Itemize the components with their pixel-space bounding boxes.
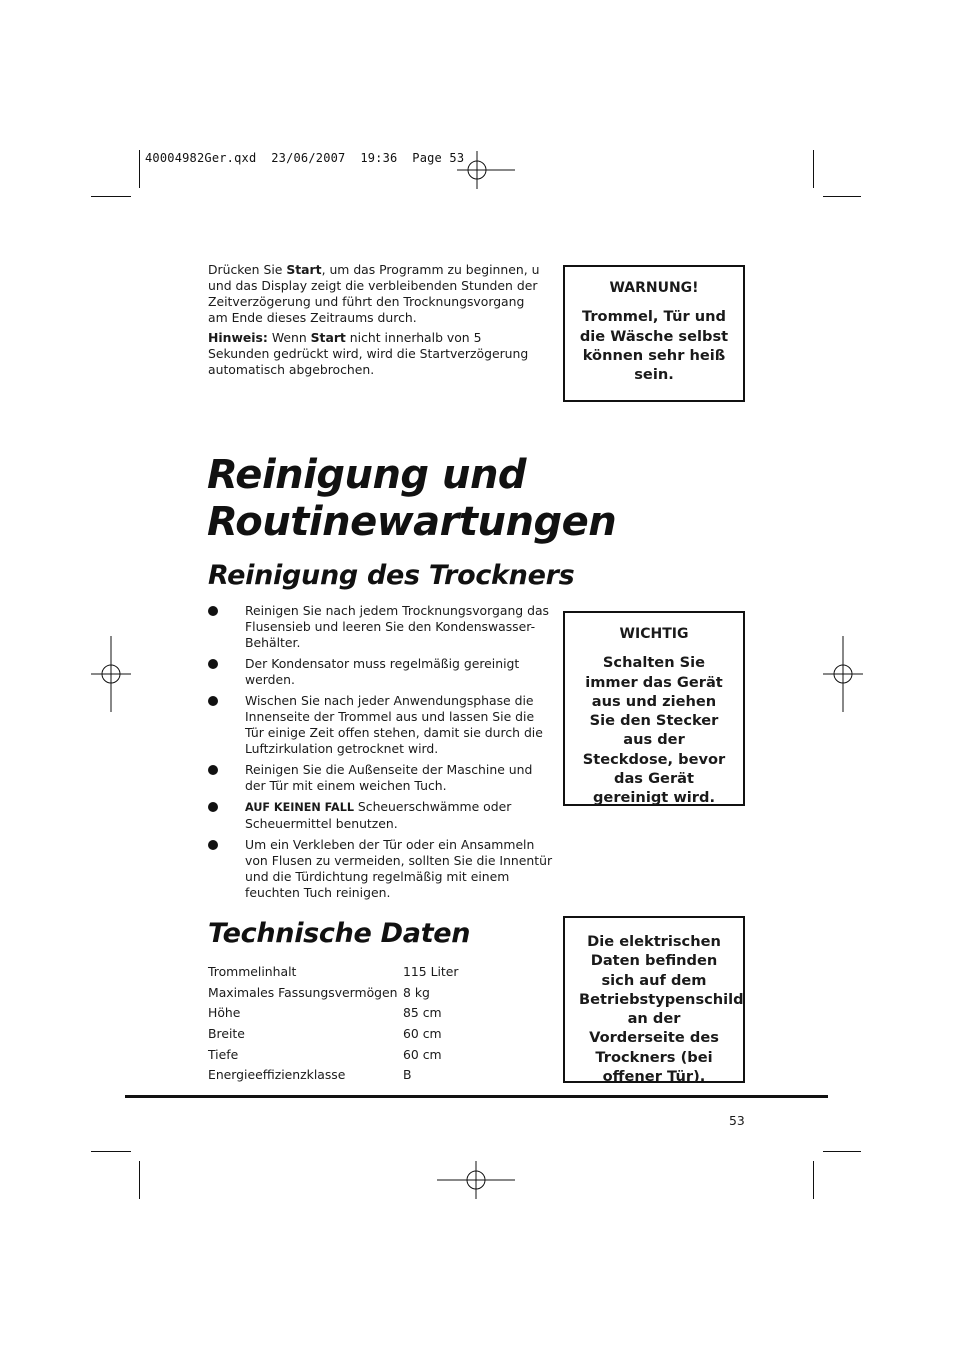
bullet-dot-icon <box>208 802 218 812</box>
bullet-item <box>208 656 553 688</box>
section-title-cleaning: Reinigung des Trockners <box>208 560 575 591</box>
specs-table <box>208 961 459 1085</box>
spec-label: Energieeffizienzklasse <box>208 1067 346 1083</box>
print-slug-line: 40004982Ger.qxd 23/06/2007 19:36 Page 53 <box>145 151 465 165</box>
bullet-item <box>208 762 553 794</box>
important-box <box>563 611 745 806</box>
warning-box <box>563 265 745 402</box>
electrical-info-box <box>563 916 745 1086</box>
bullet-dot-icon <box>208 696 218 706</box>
text-run: Der Kondensator muss regelmäßig gereinigt werden. <box>245 656 520 687</box>
bold-text: AUF KEINEN FALL <box>245 801 354 814</box>
bullet-dot-icon <box>208 606 218 616</box>
spec-label: Maximales Fassungsvermögen <box>208 984 398 1000</box>
cleaning-bullet-list <box>208 603 553 906</box>
text-run: Wischen Sie nach jeder Anwendungsphase die Innenseite der Trommel aus und lassen Sie die Tür einige Zeit offen stehen, damit sie durch die Luftzirkulation getrocknet wird. <box>245 693 543 756</box>
bold-text: Start <box>286 262 322 277</box>
section-title-specs: Technische Daten <box>208 918 471 949</box>
text-run: Drücken Sie <box>208 262 287 277</box>
text-run: Reinigen Sie die Außenseite der Maschine und der Tür mit einem weichen Tuch. <box>245 762 533 793</box>
intro-paragraph <box>208 262 546 326</box>
text-run: nicht innerhalb von 5 Sekunden gedrückt wird, wird die Startverzögerung automatisch abgebrochen. <box>208 330 529 377</box>
spec-row <box>208 1044 459 1065</box>
page-number: 53 <box>729 1113 745 1128</box>
page-title-line2: Routinewartungen <box>207 499 617 545</box>
spec-label: Trommelinhalt <box>208 963 297 979</box>
note-paragraph <box>208 330 546 378</box>
registration-mark-icon <box>437 1161 515 1199</box>
text-run: Scheuerschwämme oder Scheuermittel benutzen. <box>245 799 512 831</box>
bullet-dot-icon <box>208 840 218 850</box>
bullet-item <box>208 799 553 832</box>
spec-row <box>208 982 459 1003</box>
spec-label: Tiefe <box>208 1046 239 1062</box>
bold-text: Hinweis: <box>208 330 268 345</box>
spec-label: Höhe <box>208 1005 241 1021</box>
spec-row <box>208 1002 459 1023</box>
registration-mark-icon <box>823 636 863 712</box>
spec-row <box>208 1023 459 1044</box>
important-heading: WICHTIG <box>619 626 689 642</box>
bullet-dot-icon <box>208 765 218 775</box>
registration-mark-icon <box>457 151 515 189</box>
spec-value: 115 Liter <box>403 963 459 979</box>
important-text: Schalten Sie immer das Gerät aus und ziehen Sie den Stecker aus der Steckdose, bevor das Gerät gereinigt wird. <box>582 654 726 807</box>
spec-value: 85 cm <box>403 1005 442 1021</box>
bullet-item <box>208 693 553 757</box>
page-title-line1: Reinigung und <box>207 452 527 498</box>
spec-value: 60 cm <box>403 1025 442 1041</box>
spec-value: 60 cm <box>403 1046 442 1062</box>
bullet-item <box>208 837 553 901</box>
spec-value: B <box>403 1067 412 1083</box>
page-title <box>207 452 616 546</box>
spec-row <box>208 961 459 982</box>
warning-text: Trommel, Tür und die Wäsche selbst können sehr heiß sein. <box>579 308 729 384</box>
intro-text <box>208 262 546 382</box>
electrical-info-text: Die elektrischen Daten befinden sich auf dem Betriebstypenschild an der Vorderseite des Trockners (bei offener Tür). <box>579 933 744 1086</box>
spec-label: Breite <box>208 1025 245 1041</box>
bold-text: Start <box>310 330 346 345</box>
footer-rule <box>125 1095 828 1098</box>
text-run: Wenn <box>267 330 311 345</box>
spec-row <box>208 1064 459 1085</box>
warning-heading: WARNUNG! <box>609 280 699 296</box>
bullet-item <box>208 603 553 651</box>
text-run: , um das Programm zu beginnen, u und das Display zeigt die verbleibenden Stunden der Zeitverzögerung und führt den Trocknungsvorgang am Ende dieses Zeitraums durch. <box>208 262 540 325</box>
spec-value: 8 kg <box>403 984 430 1000</box>
text-run: Reinigen Sie nach jedem Trocknungsvorgang das Flusensieb und leeren Sie den Kondenswasser-Behälter. <box>245 603 550 650</box>
bullet-dot-icon <box>208 659 218 669</box>
text-run: Um ein Verkleben der Tür oder ein Ansammeln von Flusen zu vermeiden, sollten Sie die Innentür und die Türdichtung regelmäßig mit einem feuchten Tuch reinigen. <box>245 837 553 900</box>
registration-mark-icon <box>91 636 131 712</box>
